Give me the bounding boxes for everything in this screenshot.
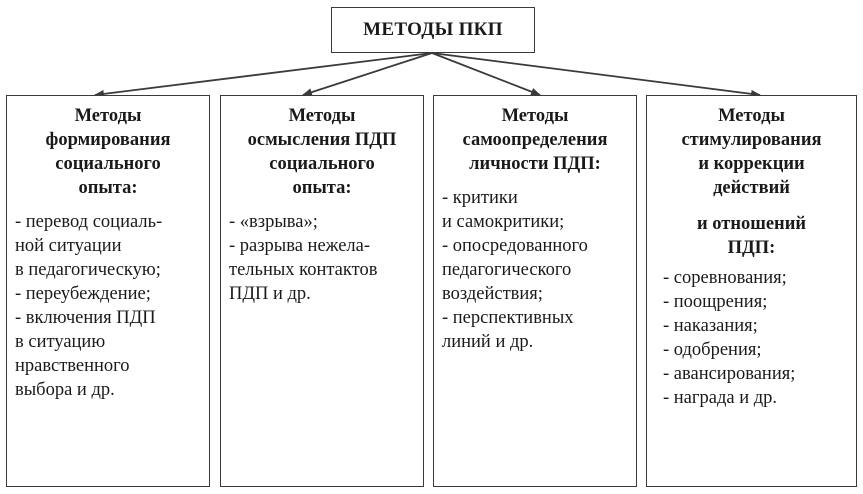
method-column-stimulation bbox=[646, 95, 857, 487]
list-item: - «взрыва»; bbox=[229, 212, 318, 232]
method-list bbox=[442, 186, 628, 354]
method-column-social-experience bbox=[6, 95, 210, 487]
column-title: Методы осмысления ПДП социального опыта: bbox=[247, 106, 397, 198]
list-item: - включения ПДП в ситуацию нравственного выбора и др. bbox=[15, 308, 156, 400]
list-item: - соревнования; bbox=[663, 268, 787, 288]
method-list bbox=[15, 210, 201, 402]
root-node bbox=[331, 7, 535, 53]
arrow-to-col-2 bbox=[303, 53, 432, 95]
list-item: - поощрения; bbox=[663, 292, 768, 312]
list-item: - критики и самокритики; bbox=[442, 188, 565, 232]
method-column-self-determination bbox=[433, 95, 637, 487]
list-item: - перевод социаль- ной ситуации в педагогическую; bbox=[15, 212, 163, 280]
list-item: - опосредованного педагогического воздействия; bbox=[442, 236, 588, 304]
column-title: Методы формирования социального опыта: bbox=[45, 106, 171, 198]
method-list bbox=[655, 266, 848, 410]
list-item: - переубеждение; bbox=[15, 284, 151, 304]
list-item: - разрыва нежела- тельных контактов ПДП и др. bbox=[229, 236, 378, 304]
list-item: - авансирования; bbox=[663, 364, 796, 384]
arrow-to-col-1 bbox=[95, 53, 432, 95]
arrow-to-col-4 bbox=[432, 53, 760, 95]
root-title: МЕТОДЫ ПКП bbox=[363, 19, 503, 40]
column-subtitle: и отношений ПДП: bbox=[696, 214, 807, 258]
list-item: - награда и др. bbox=[663, 388, 778, 408]
method-column-comprehension bbox=[220, 95, 424, 487]
column-title: Методы самоопределения личности ПДП: bbox=[462, 106, 608, 174]
column-title: Методы стимулирования и коррекции действий bbox=[681, 106, 822, 198]
list-item: - одобрения; bbox=[663, 340, 762, 360]
method-list bbox=[229, 210, 415, 306]
list-item: - перспективных линий и др. bbox=[442, 308, 574, 352]
list-item: - наказания; bbox=[663, 316, 758, 336]
